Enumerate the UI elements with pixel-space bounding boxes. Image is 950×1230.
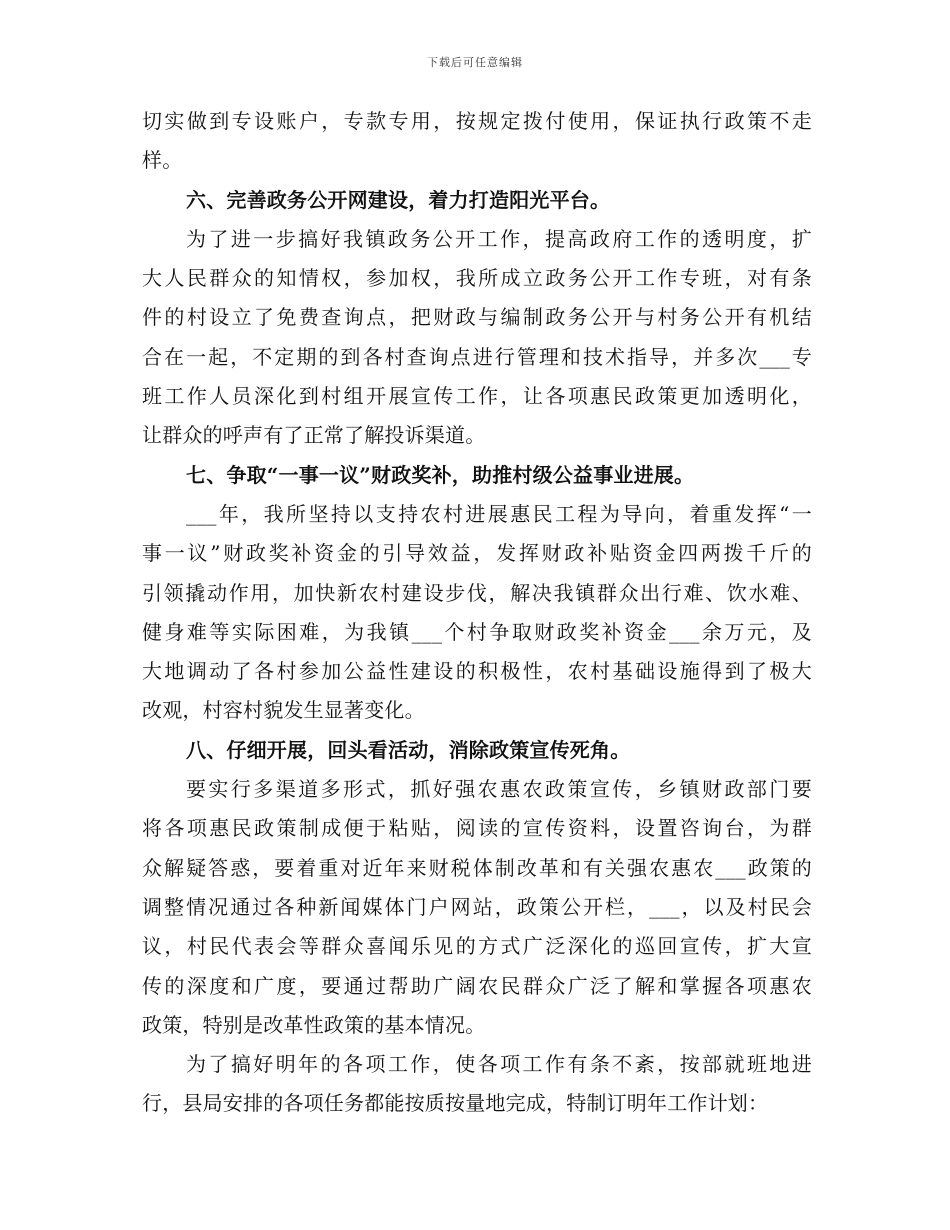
section-heading-6: 六、完善政务公开网建设，着力打造阳光平台。	[186, 187, 611, 212]
text-line: 引领撬动作用，加快新农村建设步伐，解决我镇群众出行难、饮水难、	[142, 580, 812, 605]
text-line: 众解疑答惑，要着重对近年来财税体制改革和有关强农惠农___政策的	[142, 855, 812, 880]
text-line: 议，村民代表会等群众喜闻乐见的方式广泛深化的巡回宣传，扩大宣	[142, 934, 812, 959]
section-heading-7: 七、争取“一事一议”财政奖补，助推村级公益事业进展。	[186, 462, 695, 487]
text-line: 班工作人员深化到村组开展宣传工作，让各项惠民政策更加透明化，	[142, 384, 812, 409]
text-line: 调整情况通过各种新闻媒体门户网站，政策公开栏，___，以及村民会	[142, 894, 812, 919]
paragraph-gov-affairs	[142, 220, 812, 456]
text-line: 要实行多渠道多形式，抓好强农惠农政策宣传，乡镇财政部门要	[186, 777, 812, 802]
text-line: 合在一起，不定期的到各村查询点进行管理和技术指导，并多次___专	[142, 344, 812, 369]
paragraph-subsidy	[142, 495, 812, 731]
text-line: 切实做到专设账户，专款专用，按规定拨付使用，保证执行政策不走	[142, 109, 812, 133]
paragraph-next-year-plan	[142, 1045, 812, 1124]
text-line: 行，县局安排的各项任务都能按质按量地完成，特制订明年工作计划：	[142, 1091, 769, 1116]
text-line: 为了搞好明年的各项工作，使各项工作有条不紊，按部就班地进	[186, 1052, 812, 1077]
text-line: 让群众的呼声有了正常了解投诉渠道。	[142, 423, 486, 448]
paragraph-continuation	[142, 102, 812, 181]
text-line: 样。	[142, 148, 183, 173]
page-header-note: 下载后可任意编辑	[427, 56, 523, 69]
text-line: 传的深度和广度，要通过帮助广阔农民群众广泛了解和掌握各项惠农	[142, 973, 812, 998]
text-line: 大人民群众的知情权，参加权，我所成立政务公开工作专班，对有条	[142, 266, 812, 291]
text-line: 为了进一步搞好我镇政务公开工作，提高政府工作的透明度，扩	[186, 226, 812, 251]
text-line: 政策，特别是改革性政策的基本情况。	[142, 1012, 486, 1037]
text-line: 健身难等实际困难，为我镇___个村争取财政奖补资金___余万元，及	[142, 619, 812, 644]
text-line: 改观，村容村貌发生显著变化。	[142, 698, 425, 723]
text-line: 大地调动了各村参加公益性建设的积极性，农村基础设施得到了极大	[142, 659, 812, 684]
paragraph-publicity	[142, 770, 812, 1045]
text-line: 件的村设立了免费查询点，把财政与编制政务公开与村务公开有机结	[142, 305, 812, 330]
section-heading-8: 八、仔细开展，回头看活动，消除政策宣传死角。	[186, 737, 631, 762]
text-line: 将各项惠民政策制成便于粘贴，阅读的宣传资料，设置咨询台，为群	[142, 816, 812, 841]
text-line: ___年，我所坚持以支持农村进展惠民工程为导向，着重发挥“一	[186, 501, 812, 526]
text-line: 事一议”财政奖补资金的引导效益，发挥财政补贴资金四两拨千斤的	[142, 541, 812, 566]
document-body	[142, 102, 812, 1124]
